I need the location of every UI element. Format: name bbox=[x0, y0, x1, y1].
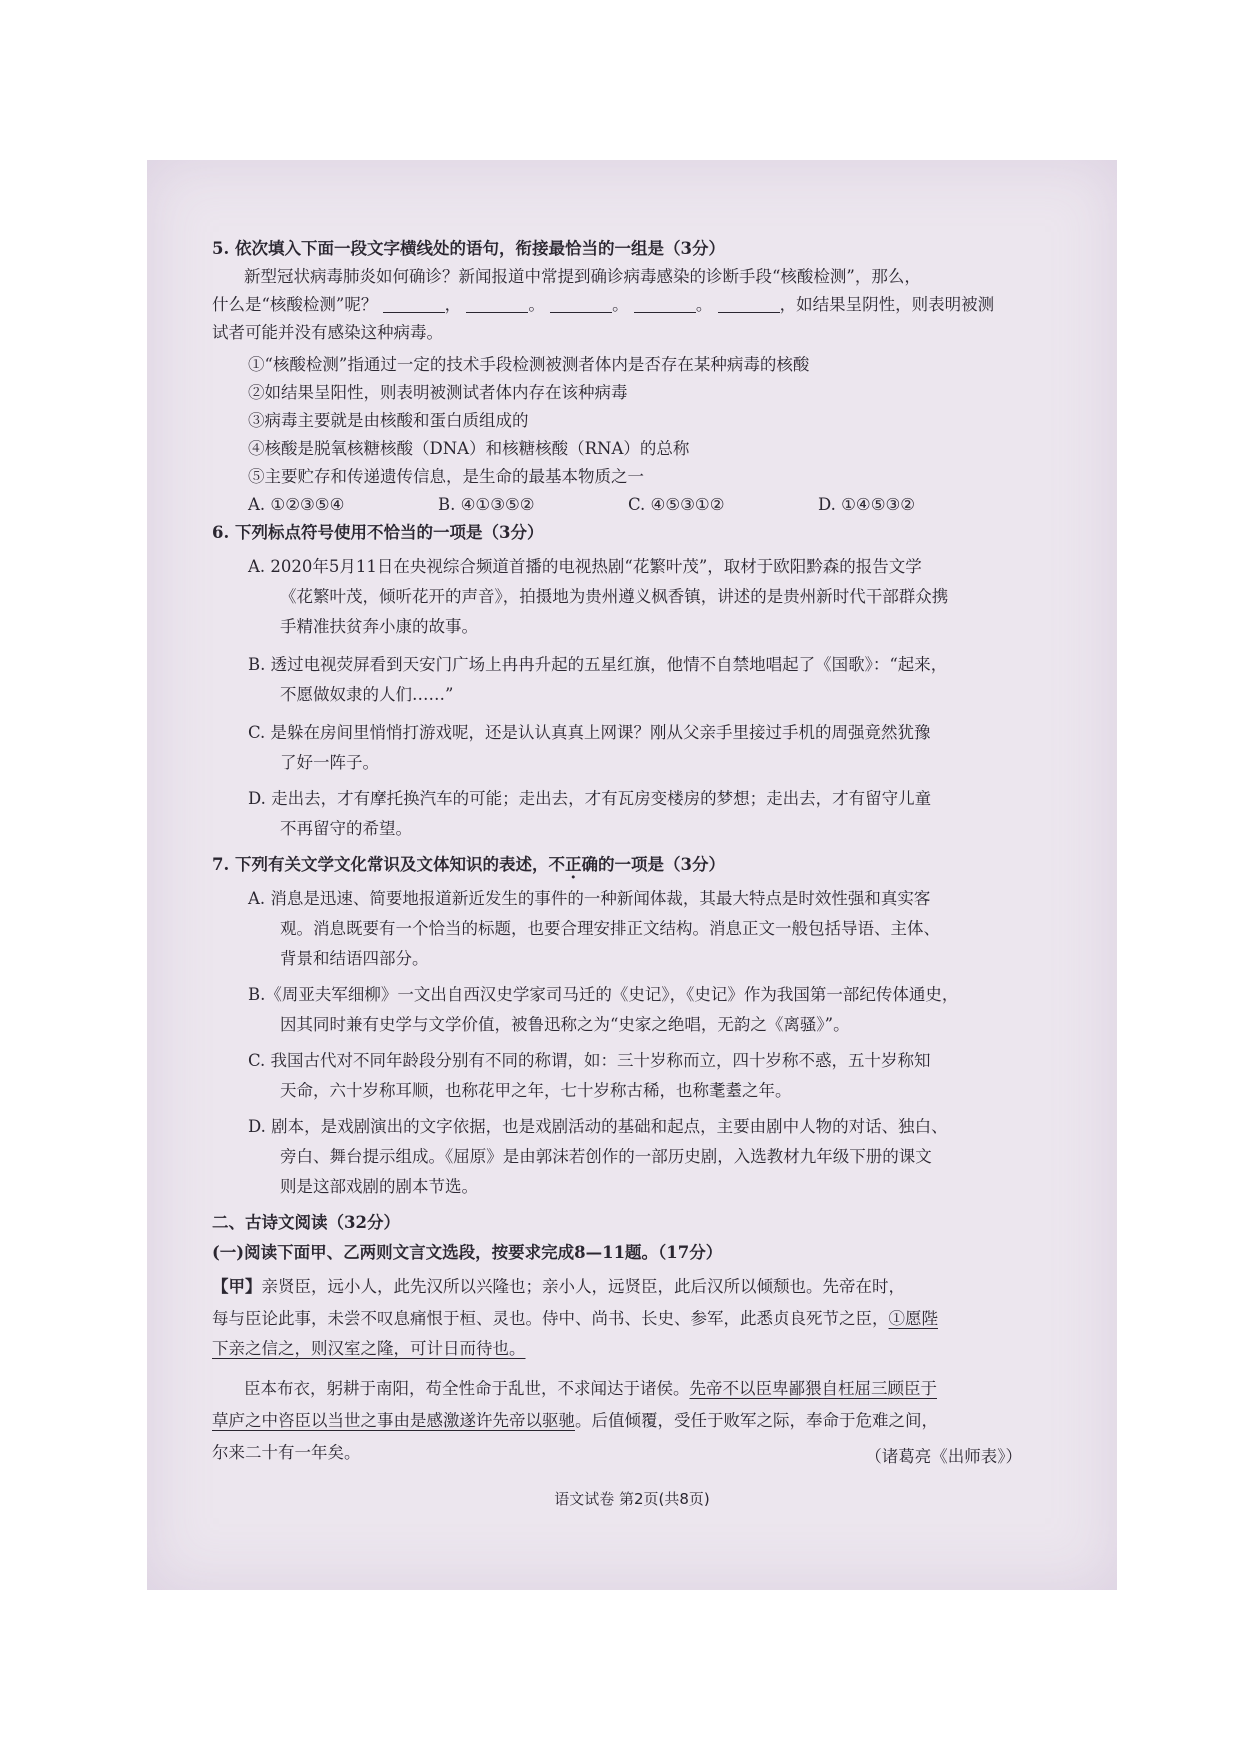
q7-title-emphasis: 不正确 bbox=[548, 855, 598, 874]
q7-option-a-line2: 观。消息既要有一个恰当的标题，也要合理安排正文结构。消息正文一般包括导语、主体、 bbox=[280, 919, 940, 938]
jia-para2-line3: 尔来二十有一年矣。 bbox=[212, 1443, 361, 1462]
q6-option-d-line2: 不再留守的希望。 bbox=[280, 819, 412, 838]
jia-source: （诸葛亮《出师表》） bbox=[865, 1447, 1022, 1466]
q5-passage-line2a: 什么是“核酸检测”呢？ bbox=[212, 295, 378, 314]
q5-title: 5. 依次填入下面一段文字横线处的语句，衔接最恰当的一组是（3分） bbox=[212, 239, 725, 258]
q7-option-b-line2: 因其同时兼有史学与文学价值，被鲁迅称之为“史家之绝唱，无韵之《离骚》”。 bbox=[280, 1015, 850, 1034]
q6-option-d-line1: D. 走出去，才有摩托换汽车的可能；走出去，才有瓦房变楼房的梦想；走出去，才有留守儿童 bbox=[248, 789, 932, 808]
q6-title: 6. 下列标点符号使用不恰当的一项是（3分） bbox=[212, 523, 544, 542]
q6-option-c-line2: 了好一阵子。 bbox=[280, 753, 379, 772]
q7-option-a-line3: 背景和结语四部分。 bbox=[280, 949, 429, 968]
q7-option-d-line1: D. 剧本，是戏剧演出的文字依据，也是戏剧活动的基础和起点，主要由剧中人物的对话、独白、 bbox=[248, 1117, 948, 1136]
q7-option-a-line1: A. 消息是迅速、简要地报道新近发生的事件的一种新闻体裁，其最大特点是时效性强和真实客 bbox=[248, 889, 931, 908]
jia-para2-line2 bbox=[212, 1410, 938, 1432]
jia-text1: 亲贤臣，远小人，此先汉所以兴隆也；亲小人，远贤臣，此后汉所以倾颓也。先帝在时， bbox=[261, 1277, 905, 1296]
section2-subheading: (一)阅读下面甲、乙两则文言文选段，按要求完成8—11题。（17分） bbox=[212, 1243, 723, 1262]
q5-option-d: D. ①④⑤③② bbox=[818, 495, 916, 514]
q5-options bbox=[212, 494, 1008, 516]
q5-item-3: ③病毒主要就是由核酸和蛋白质组成的 bbox=[248, 411, 529, 430]
q5-blank-4 bbox=[634, 296, 696, 313]
q7-option-b-line1: B.《周亚夫军细柳》一文出自西汉史学家司马迁的《史记》，《史记》作为我国第一部纪传体通史， bbox=[248, 985, 959, 1004]
q5-passage-line3: 试者可能并没有感染这种病毒。 bbox=[212, 323, 443, 342]
jia-text2a: 每与臣论此事，未尝不叹息痛恨于桓、灵也。侍中、尚书、长史、参军，此悉贞良死节之臣， bbox=[212, 1309, 889, 1328]
q7-title-c: 的一项是（3分） bbox=[597, 855, 725, 874]
q5-option-b: B. ④①③⑤② bbox=[438, 495, 535, 514]
q7-option-d-line2: 旁白、舞台提示组成。《屈原》是由郭沫若创作的一部历史剧，入选教材九年级下册的课文 bbox=[280, 1147, 932, 1166]
q6-option-a-line2: 《花繁叶茂，倾听花开的声音》，拍摄地为贵州遵义枫香镇，讲述的是贵州新时代干部群众携 bbox=[280, 587, 949, 606]
page-footer: 语文试卷 第2页(共8页) bbox=[554, 1490, 710, 1508]
q7-title-a: 7. 下列有关文学文化常识及文体知识的表述， bbox=[212, 855, 549, 874]
q5-item-1: ①“核酸检测”指通过一定的技术手段检测被测者体内是否存在某种病毒的核酸 bbox=[248, 355, 810, 374]
q5-option-a: A. ①②③⑤④ bbox=[248, 495, 345, 514]
section2-heading: 二、古诗文阅读（32分） bbox=[212, 1213, 400, 1232]
q6-option-a-line1: A. 2020年5月11日在央视综合频道首播的电视热剧“花繁叶茂”，取材于欧阳黔森的报告文学 bbox=[248, 557, 922, 576]
jia-para2-text-d: 。后值倾覆，受任于败军之际，奉命于危难之间， bbox=[575, 1411, 938, 1430]
q5-blank-5 bbox=[718, 296, 780, 313]
q6-option-a-line3: 手精准扶贫奔小康的故事。 bbox=[280, 617, 478, 636]
jia-label: 【甲】 bbox=[212, 1277, 262, 1296]
q5-passage-line2b: ，如结果呈阴性，则表明被测 bbox=[779, 295, 995, 314]
q5-blank-1 bbox=[383, 296, 445, 313]
jia-para2-line1 bbox=[212, 1378, 937, 1400]
q6-option-c-line1: C. 是躲在房间里悄悄打游戏呢，还是认认真真上网课？刚从父亲手里接过手机的周强竟然犹豫 bbox=[248, 723, 931, 742]
q5-item-4: ④核酸是脱氧核糖核酸（DNA）和核糖核酸（RNA）的总称 bbox=[248, 439, 690, 458]
q7-option-c-line1: C. 我国古代对不同年龄段分别有不同的称谓，如：三十岁称而立，四十岁称不惑，五十岁称知 bbox=[248, 1051, 931, 1070]
q7-option-d-line3: 则是这部戏剧的剧本节选。 bbox=[280, 1177, 478, 1196]
q7-option-c-line2: 天命，六十岁称耳顺，也称花甲之年，七十岁称古稀，也称耄耋之年。 bbox=[280, 1081, 792, 1100]
jia-line3-underlined: 下亲之信之，则汉室之隆，可计日而待也。 bbox=[212, 1339, 526, 1358]
exam-page bbox=[147, 160, 1117, 1590]
q6-option-b-line2: 不愿做奴隶的人们……” bbox=[280, 685, 454, 704]
q5-passage-line1: 新型冠状病毒肺炎如何确诊？新闻报道中常提到确诊病毒感染的诊断手段“核酸检测”，那么， bbox=[244, 267, 921, 286]
q7-title bbox=[212, 854, 725, 876]
jia-para2-text-c-underlined: 草庐之中咨臣以当世之事由是感激遂许先帝以驱驰 bbox=[212, 1411, 575, 1430]
q5-item-5: ⑤主要贮存和传递遗传信息，是生命的最基本物质之一 bbox=[248, 467, 644, 486]
q5-option-c: C. ④⑤③①② bbox=[628, 495, 725, 514]
jia-line1 bbox=[212, 1276, 905, 1298]
q5-blank-3 bbox=[550, 296, 612, 313]
q6-option-b-line1: B. 透过电视荧屏看到天安门广场上冉冉升起的五星红旗，他情不自禁地唱起了《国歌》：“起来， bbox=[248, 655, 948, 674]
jia-para2-text-a: 臣本布衣，躬耕于南阳，苟全性命于乱世，不求闻达于诸侯。 bbox=[244, 1379, 690, 1398]
jia-line2 bbox=[212, 1308, 938, 1330]
jia-para2-text-b-underlined: 先帝不以臣卑鄙猥自枉屈三顾臣于 bbox=[689, 1379, 937, 1398]
q5-blank-2 bbox=[466, 296, 528, 313]
jia-text2b-underlined: ①愿陛 bbox=[888, 1309, 938, 1328]
q5-passage-line2: 什么是“核酸检测”呢？ ， 。 。 。 ，如结果呈阴性，则表明被测 bbox=[212, 295, 995, 314]
q5-item-2: ②如结果呈阳性，则表明被测试者体内存在该种病毒 bbox=[248, 383, 628, 402]
